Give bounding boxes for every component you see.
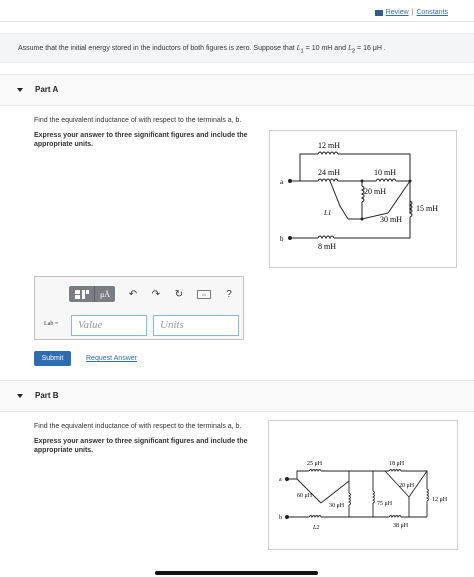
part-b-title: Part B bbox=[35, 391, 59, 400]
label-18uh: 18 μH bbox=[389, 461, 405, 467]
part-a-question: Find the equivalent inductance of with respect to the terminals a, b. bbox=[34, 117, 242, 124]
collapse-caret-icon[interactable] bbox=[17, 88, 23, 92]
terminal-a bbox=[285, 477, 289, 481]
label-12mh: 12 mH bbox=[318, 141, 340, 150]
label-b: b bbox=[280, 235, 284, 243]
label-30mh: 30 mH bbox=[380, 215, 402, 224]
book-icon bbox=[375, 10, 383, 16]
label-75uh: 75 μH bbox=[377, 501, 393, 507]
templates-button[interactable] bbox=[69, 286, 95, 302]
part-b-circuit-figure bbox=[268, 420, 458, 550]
terminal-a bbox=[288, 179, 292, 183]
help-button[interactable]: ? bbox=[226, 288, 232, 300]
request-answer-link[interactable]: Request Answer bbox=[86, 355, 137, 362]
label-38uh: 38 μH bbox=[393, 523, 409, 529]
review-link[interactable]: Review bbox=[385, 9, 409, 16]
undo-icon[interactable]: ↶ bbox=[128, 288, 138, 300]
terminal-b bbox=[285, 515, 289, 519]
answer-input-panel bbox=[34, 276, 244, 340]
part-b-instruction: Express your answer to three significant figures and include the appropriate units. bbox=[34, 438, 248, 454]
label-20uh: 20 μH bbox=[399, 483, 415, 489]
label-l2: L2 bbox=[313, 525, 320, 531]
home-indicator bbox=[155, 571, 318, 575]
label-10mh: 10 mH bbox=[374, 168, 396, 177]
collapse-caret-icon[interactable] bbox=[17, 394, 23, 398]
label-24mh: 24 mH bbox=[318, 168, 340, 177]
part-a-instruction: Express your answer to three significant figures and include the appropriate units. bbox=[34, 132, 248, 148]
reset-icon[interactable]: ↻ bbox=[174, 288, 184, 300]
label-25uh: 25 μH bbox=[307, 461, 323, 467]
part-b-question: Find the equivalent inductance of with respect to the terminals a, b. bbox=[34, 423, 242, 430]
label-30uh: 30 μH bbox=[329, 503, 345, 509]
label-a: a bbox=[280, 178, 284, 186]
label-8mh: 8 mH bbox=[318, 242, 336, 251]
part-b-circuit-diagram bbox=[269, 421, 459, 551]
part-a-header[interactable] bbox=[0, 74, 474, 106]
fraction-template-icon bbox=[75, 290, 89, 299]
label-a: a bbox=[279, 477, 282, 483]
label-15mh: 15 mH bbox=[416, 204, 438, 213]
terminal-b bbox=[288, 236, 292, 240]
template-button-group bbox=[69, 286, 115, 302]
part-a-title: Part A bbox=[35, 85, 59, 94]
label-20mh: 20 mH bbox=[364, 187, 386, 196]
part-a-circuit-diagram bbox=[270, 131, 458, 269]
label-60uh: 60 μH bbox=[297, 493, 313, 499]
part-b-header[interactable] bbox=[0, 380, 474, 412]
answer-toolbar bbox=[69, 286, 234, 302]
value-input[interactable]: Value bbox=[71, 315, 147, 336]
label-12uh: 12 μH bbox=[432, 497, 448, 503]
label-l1: L1 bbox=[324, 209, 332, 217]
part-a-circuit-figure bbox=[269, 130, 457, 268]
submit-button[interactable]: Submit bbox=[34, 351, 71, 366]
header-separator: | bbox=[411, 9, 414, 16]
header-links bbox=[375, 9, 448, 16]
label-b: b bbox=[279, 515, 282, 521]
units-input[interactable]: Units bbox=[153, 315, 239, 336]
units-button[interactable]: μÅ bbox=[95, 286, 115, 302]
answer-label: Lab = bbox=[44, 321, 59, 327]
problem-intro: Assume that the initial energy stored in the inductors of both figures is zero. Suppose that $L_1 = 10$ mH and $L_2 = 16$ μH . bbox=[0, 33, 474, 63]
constants-link[interactable]: Constants bbox=[416, 9, 448, 16]
redo-icon[interactable]: ↷ bbox=[151, 288, 161, 300]
keyboard-icon[interactable]: ▭ bbox=[197, 290, 211, 299]
top-bar bbox=[0, 0, 474, 22]
